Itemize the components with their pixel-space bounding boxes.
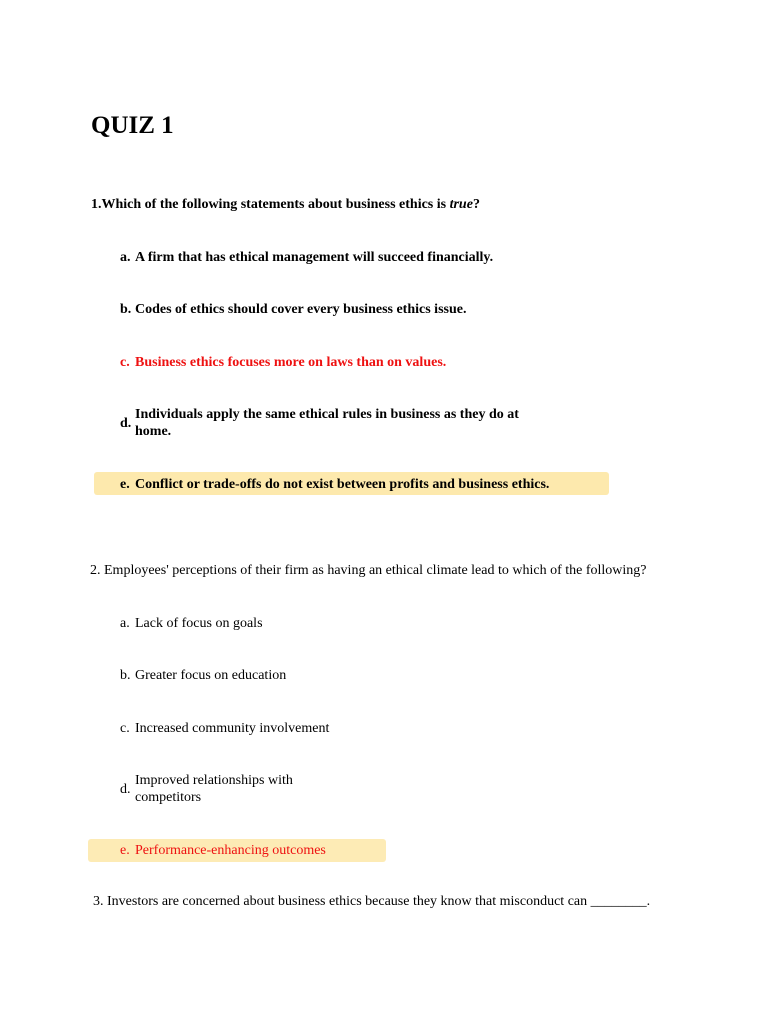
q1-option-d xyxy=(120,406,620,442)
question-3: 3. Investors are concerned about business ethics because they know that misconduct can ________. xyxy=(93,894,651,909)
option-text: Greater focus on education xyxy=(135,668,287,683)
option-letter: e. xyxy=(120,477,130,492)
q1-option-b xyxy=(120,301,620,319)
q1-option-a xyxy=(120,249,620,267)
option-text: Performance-enhancing outcomes xyxy=(135,843,326,858)
question-1-suffix: ? xyxy=(472,197,480,212)
option-letter: a. xyxy=(120,250,131,265)
question-2: 2. Employees' perceptions of their firm as having an ethical climate lead to which of the following? xyxy=(90,563,647,578)
option-text: Conflict or trade-offs do not exist between profits and business ethics. xyxy=(135,477,550,492)
option-text: Individuals apply the same ethical rules in business as they do at home. xyxy=(135,407,519,439)
option-letter: e. xyxy=(120,843,130,858)
option-letter: a. xyxy=(120,616,130,631)
q1-option-e xyxy=(120,476,600,494)
option-text: Lack of focus on goals xyxy=(135,616,263,631)
option-text: Codes of ethics should cover every business ethics issue. xyxy=(135,302,467,317)
q2-option-a xyxy=(120,615,520,633)
option-letter: c. xyxy=(120,721,130,736)
option-text: Increased community involvement xyxy=(135,721,330,736)
option-text: Improved relationships with competitors xyxy=(135,773,293,805)
option-letter: d. xyxy=(120,782,131,797)
quiz-title: QUIZ 1 xyxy=(91,112,174,139)
q2-option-d xyxy=(120,772,520,808)
question-1-emphasis: true xyxy=(449,197,473,212)
q1-option-c xyxy=(120,354,620,372)
q2-option-c xyxy=(120,720,520,738)
question-1 xyxy=(91,196,480,214)
option-letter: b. xyxy=(120,668,131,683)
option-text: Business ethics focuses more on laws than on values. xyxy=(135,355,447,370)
option-text: A firm that has ethical management will succeed financially. xyxy=(135,250,494,265)
q2-option-e xyxy=(120,842,380,860)
question-1-prefix: 1.Which of the following statements about business ethics is xyxy=(91,197,450,212)
option-letter: d. xyxy=(120,416,132,431)
option-letter: b. xyxy=(120,302,132,317)
q2-option-b xyxy=(120,667,520,685)
option-letter: c. xyxy=(120,355,130,370)
